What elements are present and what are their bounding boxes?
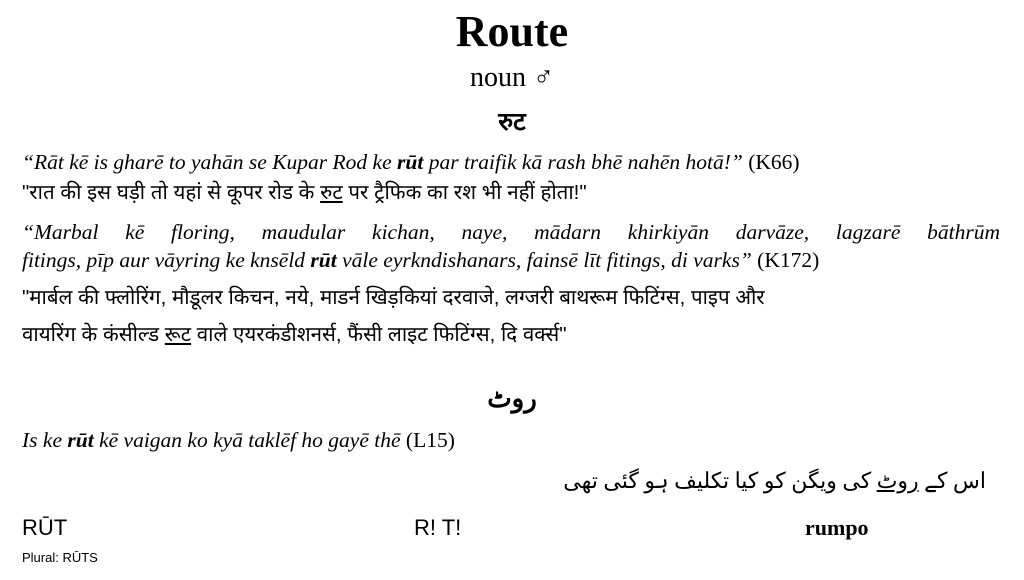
example-2-translit-before: fitings, pīp aur vāyring ke knsēld bbox=[22, 248, 311, 272]
urdu-example-translit-before: Is ke bbox=[22, 428, 68, 452]
gender-symbol: ♂ bbox=[533, 62, 554, 93]
urdu-example-ref: (L15) bbox=[400, 428, 455, 452]
footer-left-term: RŪT bbox=[22, 515, 68, 540]
urdu-example-after: کی ویگن کو کیا تکلیف ہو گئی تھی bbox=[563, 468, 877, 493]
plural-label: Plural: bbox=[22, 550, 63, 565]
example-2-ref: (K172) bbox=[751, 248, 820, 272]
example-2-translit-line-2 bbox=[22, 248, 819, 273]
example-2-translit-line-1: “Marbal kē floring, maudular kichan, naye, mādarn khirkiyān darvāze, lagzarē bāthrūm bbox=[22, 220, 1000, 244]
example-1-hindi-key: रुट bbox=[320, 181, 343, 204]
headword: Route bbox=[455, 7, 569, 56]
urdu-example-translit-key: rūt bbox=[67, 428, 94, 452]
urdu-example-transliteration bbox=[22, 428, 455, 453]
example-1-translit-key: rūt bbox=[397, 150, 424, 174]
urdu-headword: روٹ bbox=[487, 384, 537, 413]
hindi-headword: रुट bbox=[498, 108, 526, 136]
example-1-translit-before: “Rāt kē is gharē to yahān se Kupar Rod ke bbox=[22, 150, 398, 174]
example-2-hindi-key: रूट bbox=[164, 323, 192, 346]
part-of-speech-line bbox=[0, 62, 1024, 94]
plural-note bbox=[22, 550, 98, 565]
urdu-example-sentence bbox=[563, 468, 986, 494]
example-1-transliteration bbox=[22, 150, 800, 175]
urdu-example-translit-after: kē vaigan ko kyā taklēf ho gayē thē bbox=[93, 428, 401, 452]
example-2-hindi-after: वाले एयरकंडीशनर्स, फैंसी लाइट फिटिंग्स, दि वर्क्स" bbox=[191, 323, 567, 346]
example-1-hindi bbox=[22, 178, 587, 206]
example-1-hindi-after: पर ट्रैफिक का रश भी नहीं होता!" bbox=[342, 181, 587, 204]
example-1-translit-after: par traifik kā rash bhē nahēn hotā!” bbox=[423, 150, 743, 174]
urdu-example-key: روٹ bbox=[876, 468, 919, 493]
example-2-translit-after: vāle eyrkndishanars, fainsē līt fitings, di varks” bbox=[336, 248, 752, 272]
part-of-speech: noun bbox=[470, 62, 526, 93]
plural-value: RŪTS bbox=[62, 550, 98, 565]
example-2-hindi-line-2 bbox=[22, 320, 566, 348]
example-2-hindi-line-1: "मार्बल की फ्लोरिंग, मौडूलर किचन, नये, माडर्न खिड़कियां दरवाजे, लग्जरी बाथरूम फिटिंग्स, पाइप और bbox=[22, 286, 765, 309]
footer-middle-term: R! T! bbox=[414, 515, 462, 540]
example-2-translit-key: rūt bbox=[310, 248, 337, 272]
example-1-hindi-before: "रात की इस घड़ी तो यहां से कूपर रोड के bbox=[22, 181, 321, 204]
urdu-example-before: اس کے bbox=[918, 468, 986, 493]
footer-right-term: rumpo bbox=[805, 515, 869, 540]
example-1-ref: (K66) bbox=[742, 150, 800, 174]
example-2-hindi-before: वायरिंग के कंसील्ड bbox=[22, 323, 165, 346]
